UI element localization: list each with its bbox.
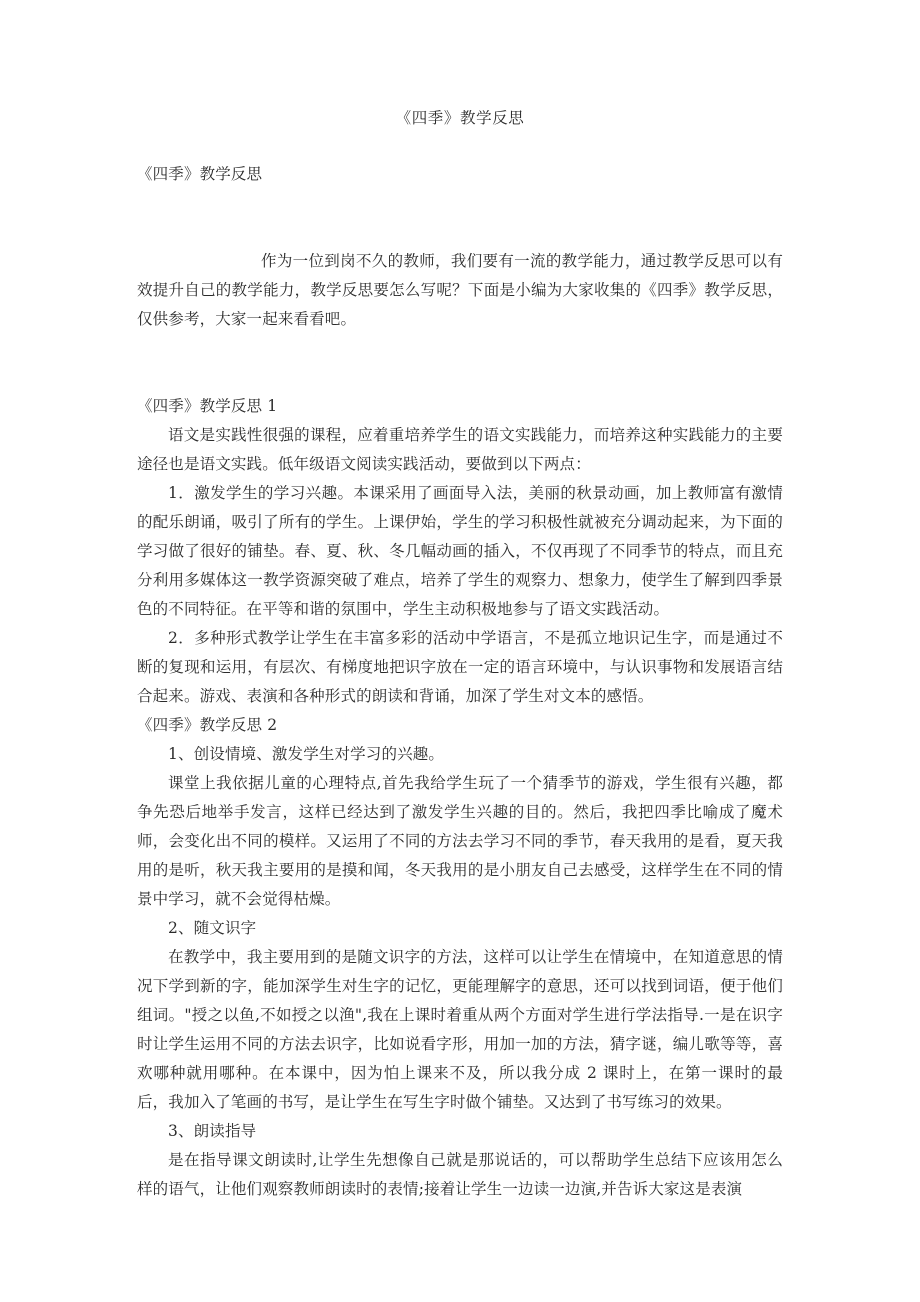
section-2-paragraph-3: 2、随文识字 [168, 919, 257, 937]
section-2-paragraph-1: 1、创设情境、激发学生对学习的兴趣。 [168, 745, 445, 763]
section-2-paragraph-6: 是在指导课文朗读时,让学生先想像自己就是那说话的，可以帮助学生总结下应该用怎么样的语气，让他们观察教师朗读时的表情;接着让学生一边读一边演,并告诉大家这是表演 [137, 1151, 783, 1198]
section-2-heading: 《四季》教学反思 2 [137, 716, 278, 734]
section-1-paragraph-2: 1．激发学生的学习兴趣。本课采用了画面导入法，美丽的秋景动画，加上教师富有激情的配乐朗诵，吸引了所有的学生。上课伊始，学生的学习积极性就被充分调动起来，为下面的学习做了很好的铺垫。春、夏、秋、冬几幅动画的插入，不仅再现了不同季节的特点，而且充分利用多媒体这一教学资源突破了难点，培养了学生的观察力、想象力，使学生了解到四季景色的不同特征。在平等和谐的氛围中，学生主动积极地参与了语文实践活动。 [137, 484, 783, 618]
spacer-after-heading [137, 189, 783, 247]
section-1-heading: 《四季》教学反思 1 [137, 397, 278, 415]
section-2-paragraph-2: 课堂上我依据儿童的心理特点,首先我给学生玩了一个猜季节的游戏，学生很有兴趣，都争先恐后地举手发言，这样已经达到了激发学生兴趣的目的。然后，我把四季比喻成了魔术师，会变化出不同的模样。又运用了不同的方法去学习不同的季节，春天我用的是看，夏天我用的是听，秋天我主要用的是摸和闻，冬天我用的是小朋友自己去感受，这样学生在不同的情景中学习，就不会觉得枯燥。 [137, 774, 783, 908]
document-heading-repeat: 《四季》教学反思 [137, 165, 263, 183]
spacer-after-intro [137, 334, 783, 392]
intro-paragraph: 作为一位到岗不久的教师，我们要有一流的教学能力，通过教学反思可以有效提升自己的教学能力，教学反思要怎么写呢？下面是小编为大家收集的《四季》教学反思，仅供参考，大家一起来看看吧。 [137, 252, 783, 328]
section-1-paragraph-1: 语文是实践性很强的课程，应着重培养学生的语文实践能力，而培养这种实践能力的主要途径也是语文实践。低年级语文阅读实践活动，要做到以下两点： [137, 426, 783, 473]
document-body [137, 160, 783, 1204]
section-2-paragraph-4: 在教学中，我主要用到的是随文识字的方法，这样可以让学生在情境中，在知道意思的情况下学到新的字，能加深学生对生字的记忆，更能理解字的意思，还可以找到词语，便于他们组词。"授之以鱼,不如授之以渔",我在上课时着重从两个方面对学生进行学法指导.一是在识字时让学生运用不同的方法去识字，比如说看字形，用加一加的方法，猜字谜，编儿歌等等，喜欢哪种就用哪种。在本课中，因为怕上课来不及，所以我分成 2 课时上，在第一课时的最后，我加入了笔画的书写，是让学生在写生字时做个铺垫。又达到了书写练习的效果。 [137, 948, 783, 1111]
page-title: 《四季》教学反思 [395, 109, 525, 127]
section-1-paragraph-3: 2．多种形式教学让学生在丰富多彩的活动中学语言，不是孤立地识记生字，而是通过不断的复现和运用，有层次、有梯度地把识字放在一定的语言环境中，与认识事物和发展语言结合起来。游戏、表演和各种形式的朗读和背诵，加深了学生对文本的感悟。 [137, 629, 783, 705]
section-2-paragraph-5: 3、朗读指导 [168, 1122, 257, 1140]
